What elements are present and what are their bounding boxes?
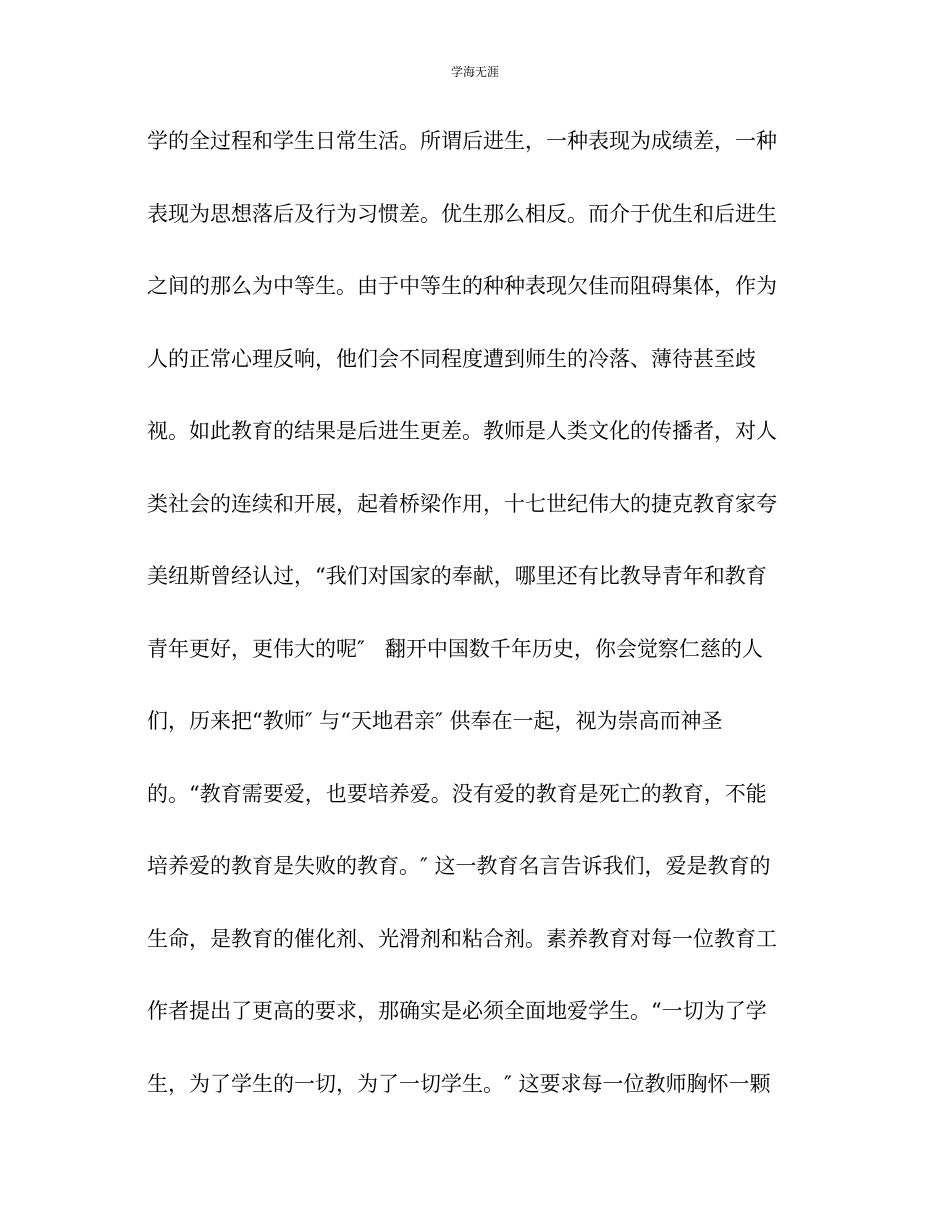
text-line: 人的正常心理反响，他们会不同程度遭到师生的冷落、薄待甚至歧 bbox=[147, 346, 756, 371]
text-line: 美纽斯曾经认过，“我们对国家的奉献，哪里还有比教导青年和教育 bbox=[147, 564, 767, 588]
text-line: 作者提出了更高的要求，那确实是必须全面地爱学生。“一切为了学 bbox=[147, 999, 767, 1023]
text-line: 青年更好，更伟大的呢″ 翻开中国数千年历史，你会觉察仁慈的人 bbox=[147, 636, 763, 661]
text-line: 学的全过程和学生日常生活。所谓后进生，一种表现为成绩差，一种 bbox=[147, 129, 777, 153]
text-line: 们，历来把“教师″ 与“天地君亲″ 供奉在一起，视为崇高而神圣 bbox=[147, 709, 723, 733]
text-line: 视。如此教育的结果是后进生更差。教师是人类文化的传播者，对人 bbox=[147, 419, 777, 443]
text-line: 生命，是教育的催化剂、光滑剂和粘合剂。素养教育对每一位教育工 bbox=[147, 926, 777, 951]
text-line: 表现为思想落后及行为习惯差。优生那么相反。而介于优生和后进生 bbox=[147, 201, 777, 226]
text-line: 生，为了学生的一切，为了一切学生。″ 这要求每一位教师胸怀一颗 bbox=[147, 1071, 771, 1096]
text-line: 类社会的连续和开展，起着桥梁作用，十七世纪伟大的捷克教育家夸 bbox=[147, 491, 777, 516]
text-line: 之间的那么为中等生。由于中等生的种种表现欠佳而阻碍集体，作为 bbox=[147, 274, 777, 298]
page-header: 学海无涯 bbox=[450, 65, 499, 79]
body-text bbox=[147, 124, 807, 1139]
text-line: 的。“教育需要爱，也要培养爱。没有爱的教育是死亡的教育，不能 bbox=[147, 781, 767, 806]
text-line: 培养爱的教育是失败的教育。″ 这一教育名言告诉我们，爱是教育的 bbox=[147, 854, 771, 878]
